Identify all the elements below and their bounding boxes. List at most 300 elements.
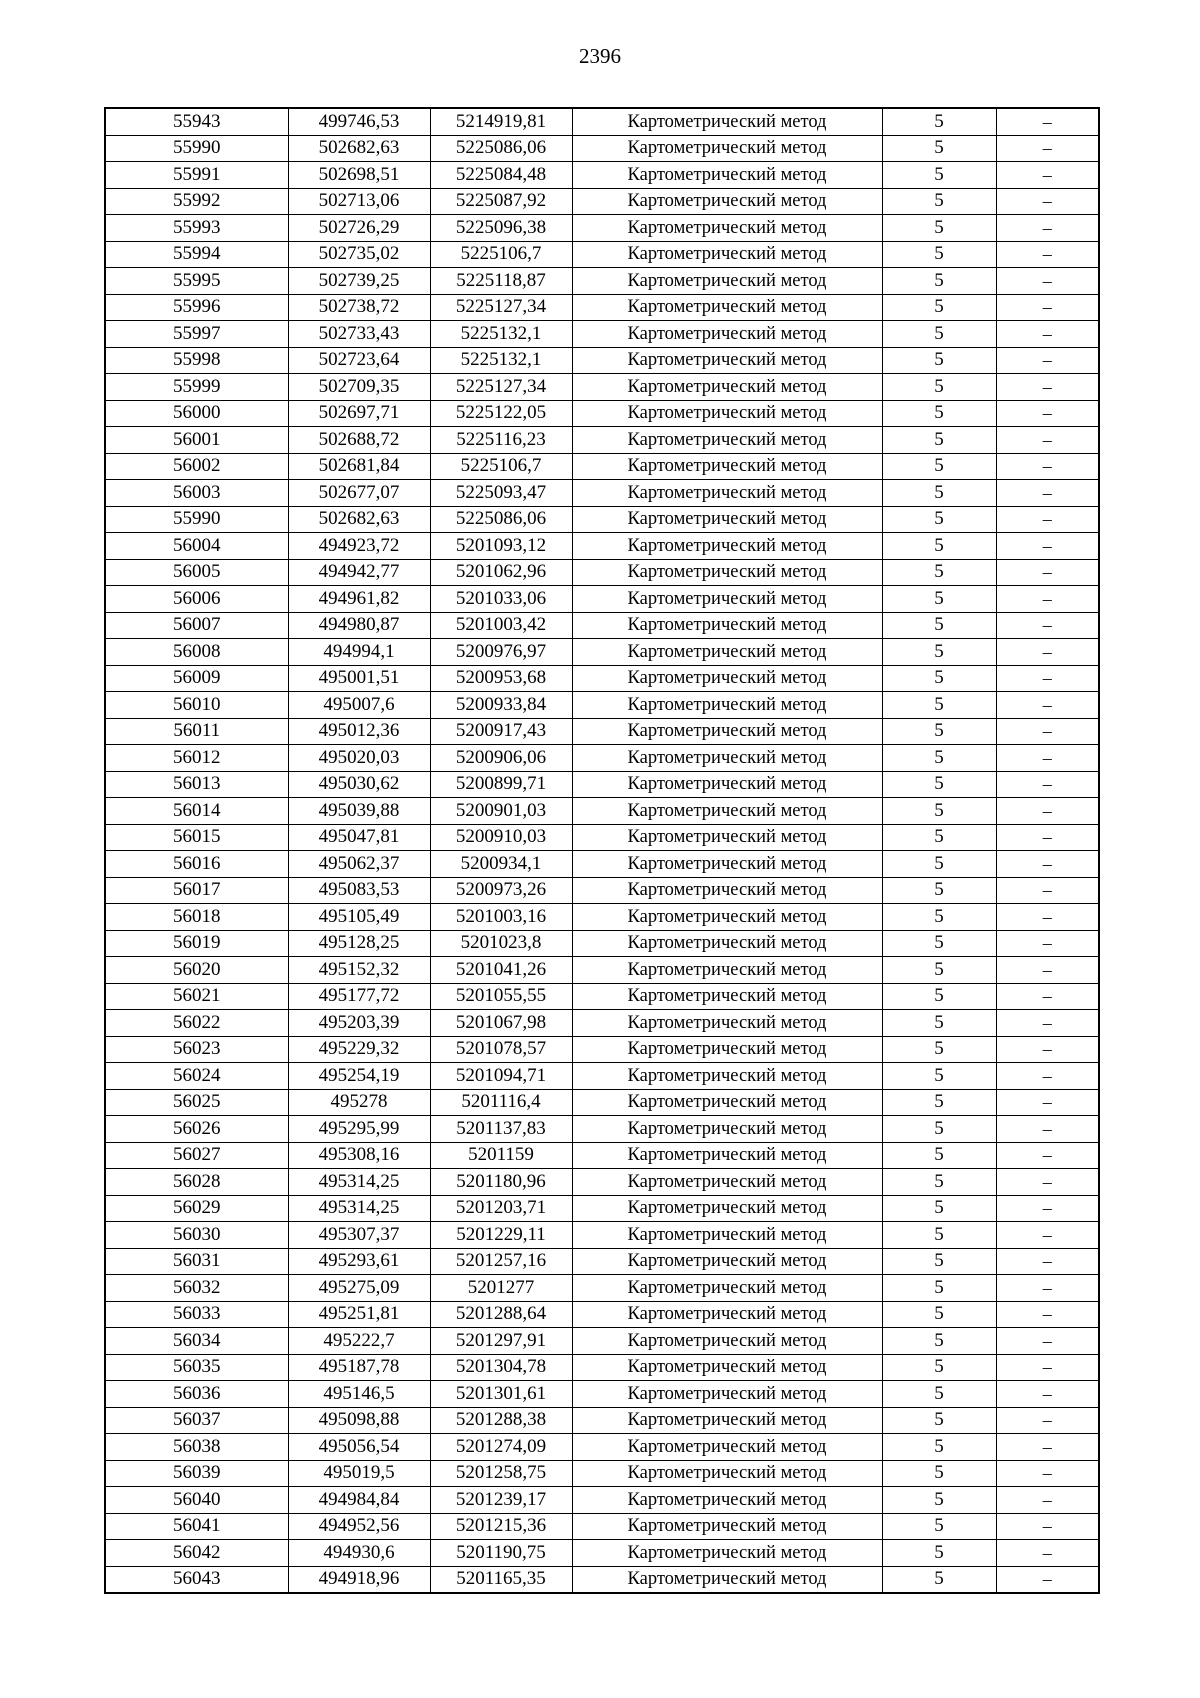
- y-coordinate-cell: 5201062,96: [430, 559, 572, 586]
- table-row: [105, 506, 1099, 533]
- dash-cell: –: [996, 241, 1099, 268]
- accuracy-cell: 5: [882, 506, 996, 533]
- method-cell: Картометрический метод: [572, 904, 882, 931]
- accuracy-cell: 5: [882, 347, 996, 374]
- dash-cell: –: [996, 718, 1099, 745]
- y-coordinate-cell: 5201078,57: [430, 1036, 572, 1063]
- dash-cell: –: [996, 453, 1099, 480]
- method-cell: Картометрический метод: [572, 771, 882, 798]
- dash-cell: –: [996, 1142, 1099, 1169]
- method-cell: Картометрический метод: [572, 1381, 882, 1408]
- table-row: [105, 1434, 1099, 1461]
- method-cell: Картометрический метод: [572, 798, 882, 825]
- accuracy-cell: 5: [882, 904, 996, 931]
- accuracy-cell: 5: [882, 1195, 996, 1222]
- table-row: [105, 1275, 1099, 1302]
- dash-cell: –: [996, 533, 1099, 560]
- method-cell: Картометрический метод: [572, 268, 882, 295]
- dash-cell: –: [996, 347, 1099, 374]
- x-coordinate-cell: 502709,35: [288, 374, 430, 401]
- y-coordinate-cell: 5201301,61: [430, 1381, 572, 1408]
- y-coordinate-cell: 5200934,1: [430, 851, 572, 878]
- dash-cell: –: [996, 957, 1099, 984]
- x-coordinate-cell: 495030,62: [288, 771, 430, 798]
- page-number: 2396: [579, 44, 621, 68]
- point-number-cell: 56033: [105, 1301, 288, 1328]
- point-number-cell: 56043: [105, 1566, 288, 1593]
- table-row: [105, 851, 1099, 878]
- y-coordinate-cell: 5225106,7: [430, 453, 572, 480]
- table-row: [105, 559, 1099, 586]
- accuracy-cell: 5: [882, 1381, 996, 1408]
- point-number-cell: 56016: [105, 851, 288, 878]
- point-number-cell: 56003: [105, 480, 288, 507]
- point-number-cell: 56009: [105, 665, 288, 692]
- table-body: [105, 108, 1099, 1593]
- point-number-cell: 55998: [105, 347, 288, 374]
- y-coordinate-cell: 5200910,03: [430, 824, 572, 851]
- table-row: [105, 1195, 1099, 1222]
- point-number-cell: 56019: [105, 930, 288, 957]
- accuracy-cell: 5: [882, 771, 996, 798]
- point-number-cell: 56027: [105, 1142, 288, 1169]
- y-coordinate-cell: 5200973,26: [430, 877, 572, 904]
- y-coordinate-cell: 5201055,55: [430, 983, 572, 1010]
- point-number-cell: 55994: [105, 241, 288, 268]
- x-coordinate-cell: 502681,84: [288, 453, 430, 480]
- accuracy-cell: 5: [882, 1566, 996, 1593]
- accuracy-cell: 5: [882, 1275, 996, 1302]
- table-row: [105, 241, 1099, 268]
- table-row: [105, 347, 1099, 374]
- point-number-cell: 56021: [105, 983, 288, 1010]
- accuracy-cell: 5: [882, 983, 996, 1010]
- point-number-cell: 56026: [105, 1116, 288, 1143]
- point-number-cell: 56006: [105, 586, 288, 613]
- x-coordinate-cell: 502682,63: [288, 506, 430, 533]
- y-coordinate-cell: 5225086,06: [430, 135, 572, 162]
- x-coordinate-cell: 495020,03: [288, 745, 430, 772]
- x-coordinate-cell: 494918,96: [288, 1566, 430, 1593]
- table-row: [105, 1116, 1099, 1143]
- table-row: [105, 877, 1099, 904]
- x-coordinate-cell: 495295,99: [288, 1116, 430, 1143]
- point-number-cell: 55999: [105, 374, 288, 401]
- method-cell: Картометрический метод: [572, 1354, 882, 1381]
- method-cell: Картометрический метод: [572, 162, 882, 189]
- table-row: [105, 586, 1099, 613]
- method-cell: Картометрический метод: [572, 321, 882, 348]
- accuracy-cell: 5: [882, 1407, 996, 1434]
- dash-cell: –: [996, 1434, 1099, 1461]
- x-coordinate-cell: 495229,32: [288, 1036, 430, 1063]
- table-row: [105, 427, 1099, 454]
- accuracy-cell: 5: [882, 851, 996, 878]
- point-number-cell: 56013: [105, 771, 288, 798]
- point-number-cell: 55992: [105, 188, 288, 215]
- table-row: [105, 268, 1099, 295]
- x-coordinate-cell: 494961,82: [288, 586, 430, 613]
- x-coordinate-cell: 499746,53: [288, 108, 430, 135]
- accuracy-cell: 5: [882, 1354, 996, 1381]
- method-cell: Картометрический метод: [572, 108, 882, 135]
- x-coordinate-cell: 495062,37: [288, 851, 430, 878]
- accuracy-cell: 5: [882, 798, 996, 825]
- y-coordinate-cell: 5225084,48: [430, 162, 572, 189]
- point-number-cell: 56025: [105, 1089, 288, 1116]
- point-number-cell: 56024: [105, 1063, 288, 1090]
- accuracy-cell: 5: [882, 1010, 996, 1037]
- y-coordinate-cell: 5201190,75: [430, 1540, 572, 1567]
- x-coordinate-cell: 495128,25: [288, 930, 430, 957]
- method-cell: Картометрический метод: [572, 1036, 882, 1063]
- x-coordinate-cell: 494923,72: [288, 533, 430, 560]
- table-row: [105, 1487, 1099, 1514]
- y-coordinate-cell: 5201003,16: [430, 904, 572, 931]
- table-row: [105, 1301, 1099, 1328]
- x-coordinate-cell: 495222,7: [288, 1328, 430, 1355]
- y-coordinate-cell: 5201288,38: [430, 1407, 572, 1434]
- method-cell: Картометрический метод: [572, 851, 882, 878]
- accuracy-cell: 5: [882, 268, 996, 295]
- table-row: [105, 1063, 1099, 1090]
- point-number-cell: 56030: [105, 1222, 288, 1249]
- point-number-cell: 55993: [105, 215, 288, 242]
- dash-cell: –: [996, 400, 1099, 427]
- accuracy-cell: 5: [882, 1089, 996, 1116]
- accuracy-cell: 5: [882, 1434, 996, 1461]
- method-cell: Картометрический метод: [572, 374, 882, 401]
- point-number-cell: 56008: [105, 639, 288, 666]
- y-coordinate-cell: 5200917,43: [430, 718, 572, 745]
- x-coordinate-cell: 494984,84: [288, 1487, 430, 1514]
- accuracy-cell: 5: [882, 162, 996, 189]
- point-number-cell: 56029: [105, 1195, 288, 1222]
- point-number-cell: 56022: [105, 1010, 288, 1037]
- dash-cell: –: [996, 586, 1099, 613]
- accuracy-cell: 5: [882, 1487, 996, 1514]
- x-coordinate-cell: 495019,5: [288, 1460, 430, 1487]
- dash-cell: –: [996, 1407, 1099, 1434]
- point-number-cell: 56001: [105, 427, 288, 454]
- x-coordinate-cell: 495278: [288, 1089, 430, 1116]
- x-coordinate-cell: 502739,25: [288, 268, 430, 295]
- method-cell: Картометрический метод: [572, 824, 882, 851]
- point-number-cell: 56005: [105, 559, 288, 586]
- method-cell: Картометрический метод: [572, 1142, 882, 1169]
- dash-cell: –: [996, 559, 1099, 586]
- x-coordinate-cell: 495098,88: [288, 1407, 430, 1434]
- point-number-cell: 55995: [105, 268, 288, 295]
- method-cell: Картометрический метод: [572, 1010, 882, 1037]
- dash-cell: –: [996, 612, 1099, 639]
- x-coordinate-cell: 502726,29: [288, 215, 430, 242]
- table-row: [105, 1036, 1099, 1063]
- x-coordinate-cell: 502698,51: [288, 162, 430, 189]
- x-coordinate-cell: 495203,39: [288, 1010, 430, 1037]
- table-row: [105, 1010, 1099, 1037]
- y-coordinate-cell: 5225093,47: [430, 480, 572, 507]
- y-coordinate-cell: 5225132,1: [430, 347, 572, 374]
- table-row: [105, 188, 1099, 215]
- x-coordinate-cell: 495146,5: [288, 1381, 430, 1408]
- method-cell: Картометрический метод: [572, 1089, 882, 1116]
- method-cell: Картометрический метод: [572, 215, 882, 242]
- dash-cell: –: [996, 374, 1099, 401]
- table-row: [105, 533, 1099, 560]
- dash-cell: –: [996, 108, 1099, 135]
- point-number-cell: 56020: [105, 957, 288, 984]
- accuracy-cell: 5: [882, 241, 996, 268]
- method-cell: Картометрический метод: [572, 506, 882, 533]
- table-row: [105, 824, 1099, 851]
- x-coordinate-cell: 494994,1: [288, 639, 430, 666]
- dash-cell: –: [996, 983, 1099, 1010]
- x-coordinate-cell: 495251,81: [288, 1301, 430, 1328]
- accuracy-cell: 5: [882, 533, 996, 560]
- accuracy-cell: 5: [882, 215, 996, 242]
- x-coordinate-cell: 502723,64: [288, 347, 430, 374]
- dash-cell: –: [996, 771, 1099, 798]
- method-cell: Картометрический метод: [572, 1328, 882, 1355]
- dash-cell: –: [996, 1195, 1099, 1222]
- accuracy-cell: 5: [882, 480, 996, 507]
- method-cell: Картометрический метод: [572, 612, 882, 639]
- accuracy-cell: 5: [882, 824, 996, 851]
- dash-cell: –: [996, 321, 1099, 348]
- table-row: [105, 480, 1099, 507]
- x-coordinate-cell: 495012,36: [288, 718, 430, 745]
- point-number-cell: 56039: [105, 1460, 288, 1487]
- method-cell: Картометрический метод: [572, 188, 882, 215]
- dash-cell: –: [996, 1566, 1099, 1593]
- method-cell: Картометрический метод: [572, 533, 882, 560]
- accuracy-cell: 5: [882, 1169, 996, 1196]
- accuracy-cell: 5: [882, 400, 996, 427]
- dash-cell: –: [996, 1222, 1099, 1249]
- method-cell: Картометрический метод: [572, 1169, 882, 1196]
- table-row: [105, 400, 1099, 427]
- dash-cell: –: [996, 294, 1099, 321]
- y-coordinate-cell: 5200933,84: [430, 692, 572, 719]
- y-coordinate-cell: 5201023,8: [430, 930, 572, 957]
- y-coordinate-cell: 5201033,06: [430, 586, 572, 613]
- dash-cell: –: [996, 1089, 1099, 1116]
- accuracy-cell: 5: [882, 294, 996, 321]
- coordinates-table: [104, 107, 1100, 1594]
- y-coordinate-cell: 5201274,09: [430, 1434, 572, 1461]
- dash-cell: –: [996, 268, 1099, 295]
- y-coordinate-cell: 5200901,03: [430, 798, 572, 825]
- table-row: [105, 1381, 1099, 1408]
- point-number-cell: 55991: [105, 162, 288, 189]
- dash-cell: –: [996, 1354, 1099, 1381]
- y-coordinate-cell: 5201258,75: [430, 1460, 572, 1487]
- table-row: [105, 1328, 1099, 1355]
- dash-cell: –: [996, 1301, 1099, 1328]
- point-number-cell: 56038: [105, 1434, 288, 1461]
- accuracy-cell: 5: [882, 559, 996, 586]
- table-row: [105, 162, 1099, 189]
- dash-cell: –: [996, 904, 1099, 931]
- y-coordinate-cell: 5225122,05: [430, 400, 572, 427]
- x-coordinate-cell: 502677,07: [288, 480, 430, 507]
- point-number-cell: 56002: [105, 453, 288, 480]
- point-number-cell: 56037: [105, 1407, 288, 1434]
- point-number-cell: 56007: [105, 612, 288, 639]
- x-coordinate-cell: 494980,87: [288, 612, 430, 639]
- dash-cell: –: [996, 1487, 1099, 1514]
- dash-cell: –: [996, 824, 1099, 851]
- method-cell: Картометрический метод: [572, 1460, 882, 1487]
- y-coordinate-cell: 5225132,1: [430, 321, 572, 348]
- table-row: [105, 1407, 1099, 1434]
- dash-cell: –: [996, 665, 1099, 692]
- x-coordinate-cell: 495293,61: [288, 1248, 430, 1275]
- table-row: [105, 745, 1099, 772]
- point-number-cell: 55997: [105, 321, 288, 348]
- x-coordinate-cell: 502697,71: [288, 400, 430, 427]
- table-row: [105, 718, 1099, 745]
- method-cell: Картометрический метод: [572, 1407, 882, 1434]
- accuracy-cell: 5: [882, 718, 996, 745]
- accuracy-cell: 5: [882, 639, 996, 666]
- point-number-cell: 55990: [105, 135, 288, 162]
- accuracy-cell: 5: [882, 1248, 996, 1275]
- dash-cell: –: [996, 506, 1099, 533]
- x-coordinate-cell: 495047,81: [288, 824, 430, 851]
- method-cell: Картометрический метод: [572, 453, 882, 480]
- dash-cell: –: [996, 1116, 1099, 1143]
- dash-cell: –: [996, 188, 1099, 215]
- accuracy-cell: 5: [882, 374, 996, 401]
- accuracy-cell: 5: [882, 1222, 996, 1249]
- y-coordinate-cell: 5201165,35: [430, 1566, 572, 1593]
- point-number-cell: 56042: [105, 1540, 288, 1567]
- method-cell: Картометрический метод: [572, 400, 882, 427]
- point-number-cell: 56004: [105, 533, 288, 560]
- y-coordinate-cell: 5201041,26: [430, 957, 572, 984]
- table-row: [105, 1142, 1099, 1169]
- y-coordinate-cell: 5201297,91: [430, 1328, 572, 1355]
- table-row: [105, 1566, 1099, 1593]
- accuracy-cell: 5: [882, 930, 996, 957]
- y-coordinate-cell: 5201215,36: [430, 1513, 572, 1540]
- dash-cell: –: [996, 877, 1099, 904]
- method-cell: Картометрический метод: [572, 930, 882, 957]
- method-cell: Картометрический метод: [572, 1487, 882, 1514]
- dash-cell: –: [996, 745, 1099, 772]
- point-number-cell: 56028: [105, 1169, 288, 1196]
- y-coordinate-cell: 5225116,23: [430, 427, 572, 454]
- point-number-cell: 56040: [105, 1487, 288, 1514]
- accuracy-cell: 5: [882, 321, 996, 348]
- method-cell: Картометрический метод: [572, 1513, 882, 1540]
- method-cell: Картометрический метод: [572, 559, 882, 586]
- y-coordinate-cell: 5225086,06: [430, 506, 572, 533]
- accuracy-cell: 5: [882, 453, 996, 480]
- dash-cell: –: [996, 1328, 1099, 1355]
- point-number-cell: 56011: [105, 718, 288, 745]
- method-cell: Картометрический метод: [572, 665, 882, 692]
- accuracy-cell: 5: [882, 108, 996, 135]
- point-number-cell: 56036: [105, 1381, 288, 1408]
- x-coordinate-cell: 495308,16: [288, 1142, 430, 1169]
- y-coordinate-cell: 5201277: [430, 1275, 572, 1302]
- x-coordinate-cell: 494952,56: [288, 1513, 430, 1540]
- point-number-cell: 55943: [105, 108, 288, 135]
- x-coordinate-cell: 502682,63: [288, 135, 430, 162]
- dash-cell: –: [996, 1381, 1099, 1408]
- table-row: [105, 1089, 1099, 1116]
- x-coordinate-cell: 495314,25: [288, 1169, 430, 1196]
- point-number-cell: 56035: [105, 1354, 288, 1381]
- x-coordinate-cell: 502688,72: [288, 427, 430, 454]
- point-number-cell: 56034: [105, 1328, 288, 1355]
- method-cell: Картометрический метод: [572, 427, 882, 454]
- x-coordinate-cell: 495275,09: [288, 1275, 430, 1302]
- x-coordinate-cell: 502738,72: [288, 294, 430, 321]
- point-number-cell: 56041: [105, 1513, 288, 1540]
- accuracy-cell: 5: [882, 1116, 996, 1143]
- table-row: [105, 1460, 1099, 1487]
- method-cell: Картометрический метод: [572, 1434, 882, 1461]
- dash-cell: –: [996, 851, 1099, 878]
- y-coordinate-cell: 5225106,7: [430, 241, 572, 268]
- y-coordinate-cell: 5214919,81: [430, 108, 572, 135]
- y-coordinate-cell: 5225096,38: [430, 215, 572, 242]
- table-row: [105, 957, 1099, 984]
- accuracy-cell: 5: [882, 1540, 996, 1567]
- point-number-cell: 55996: [105, 294, 288, 321]
- table-row: [105, 374, 1099, 401]
- method-cell: Картометрический метод: [572, 294, 882, 321]
- accuracy-cell: 5: [882, 1036, 996, 1063]
- method-cell: Картометрический метод: [572, 1063, 882, 1090]
- x-coordinate-cell: 495001,51: [288, 665, 430, 692]
- y-coordinate-cell: 5201137,83: [430, 1116, 572, 1143]
- y-coordinate-cell: 5201257,16: [430, 1248, 572, 1275]
- table-row: [105, 798, 1099, 825]
- x-coordinate-cell: 495039,88: [288, 798, 430, 825]
- y-coordinate-cell: 5200899,71: [430, 771, 572, 798]
- x-coordinate-cell: 495314,25: [288, 1195, 430, 1222]
- x-coordinate-cell: 502713,06: [288, 188, 430, 215]
- y-coordinate-cell: 5200906,06: [430, 745, 572, 772]
- x-coordinate-cell: 495152,32: [288, 957, 430, 984]
- dash-cell: –: [996, 1036, 1099, 1063]
- dash-cell: –: [996, 639, 1099, 666]
- dash-cell: –: [996, 215, 1099, 242]
- dash-cell: –: [996, 1248, 1099, 1275]
- accuracy-cell: 5: [882, 612, 996, 639]
- table-row: [105, 930, 1099, 957]
- method-cell: Картометрический метод: [572, 639, 882, 666]
- x-coordinate-cell: 495254,19: [288, 1063, 430, 1090]
- method-cell: Картометрический метод: [572, 480, 882, 507]
- table-row: [105, 612, 1099, 639]
- table-row: [105, 453, 1099, 480]
- dash-cell: –: [996, 1275, 1099, 1302]
- dash-cell: –: [996, 798, 1099, 825]
- dash-cell: –: [996, 427, 1099, 454]
- accuracy-cell: 5: [882, 957, 996, 984]
- method-cell: Картометрический метод: [572, 1222, 882, 1249]
- point-number-cell: 55990: [105, 506, 288, 533]
- dash-cell: –: [996, 1460, 1099, 1487]
- method-cell: Картометрический метод: [572, 1540, 882, 1567]
- table-row: [105, 321, 1099, 348]
